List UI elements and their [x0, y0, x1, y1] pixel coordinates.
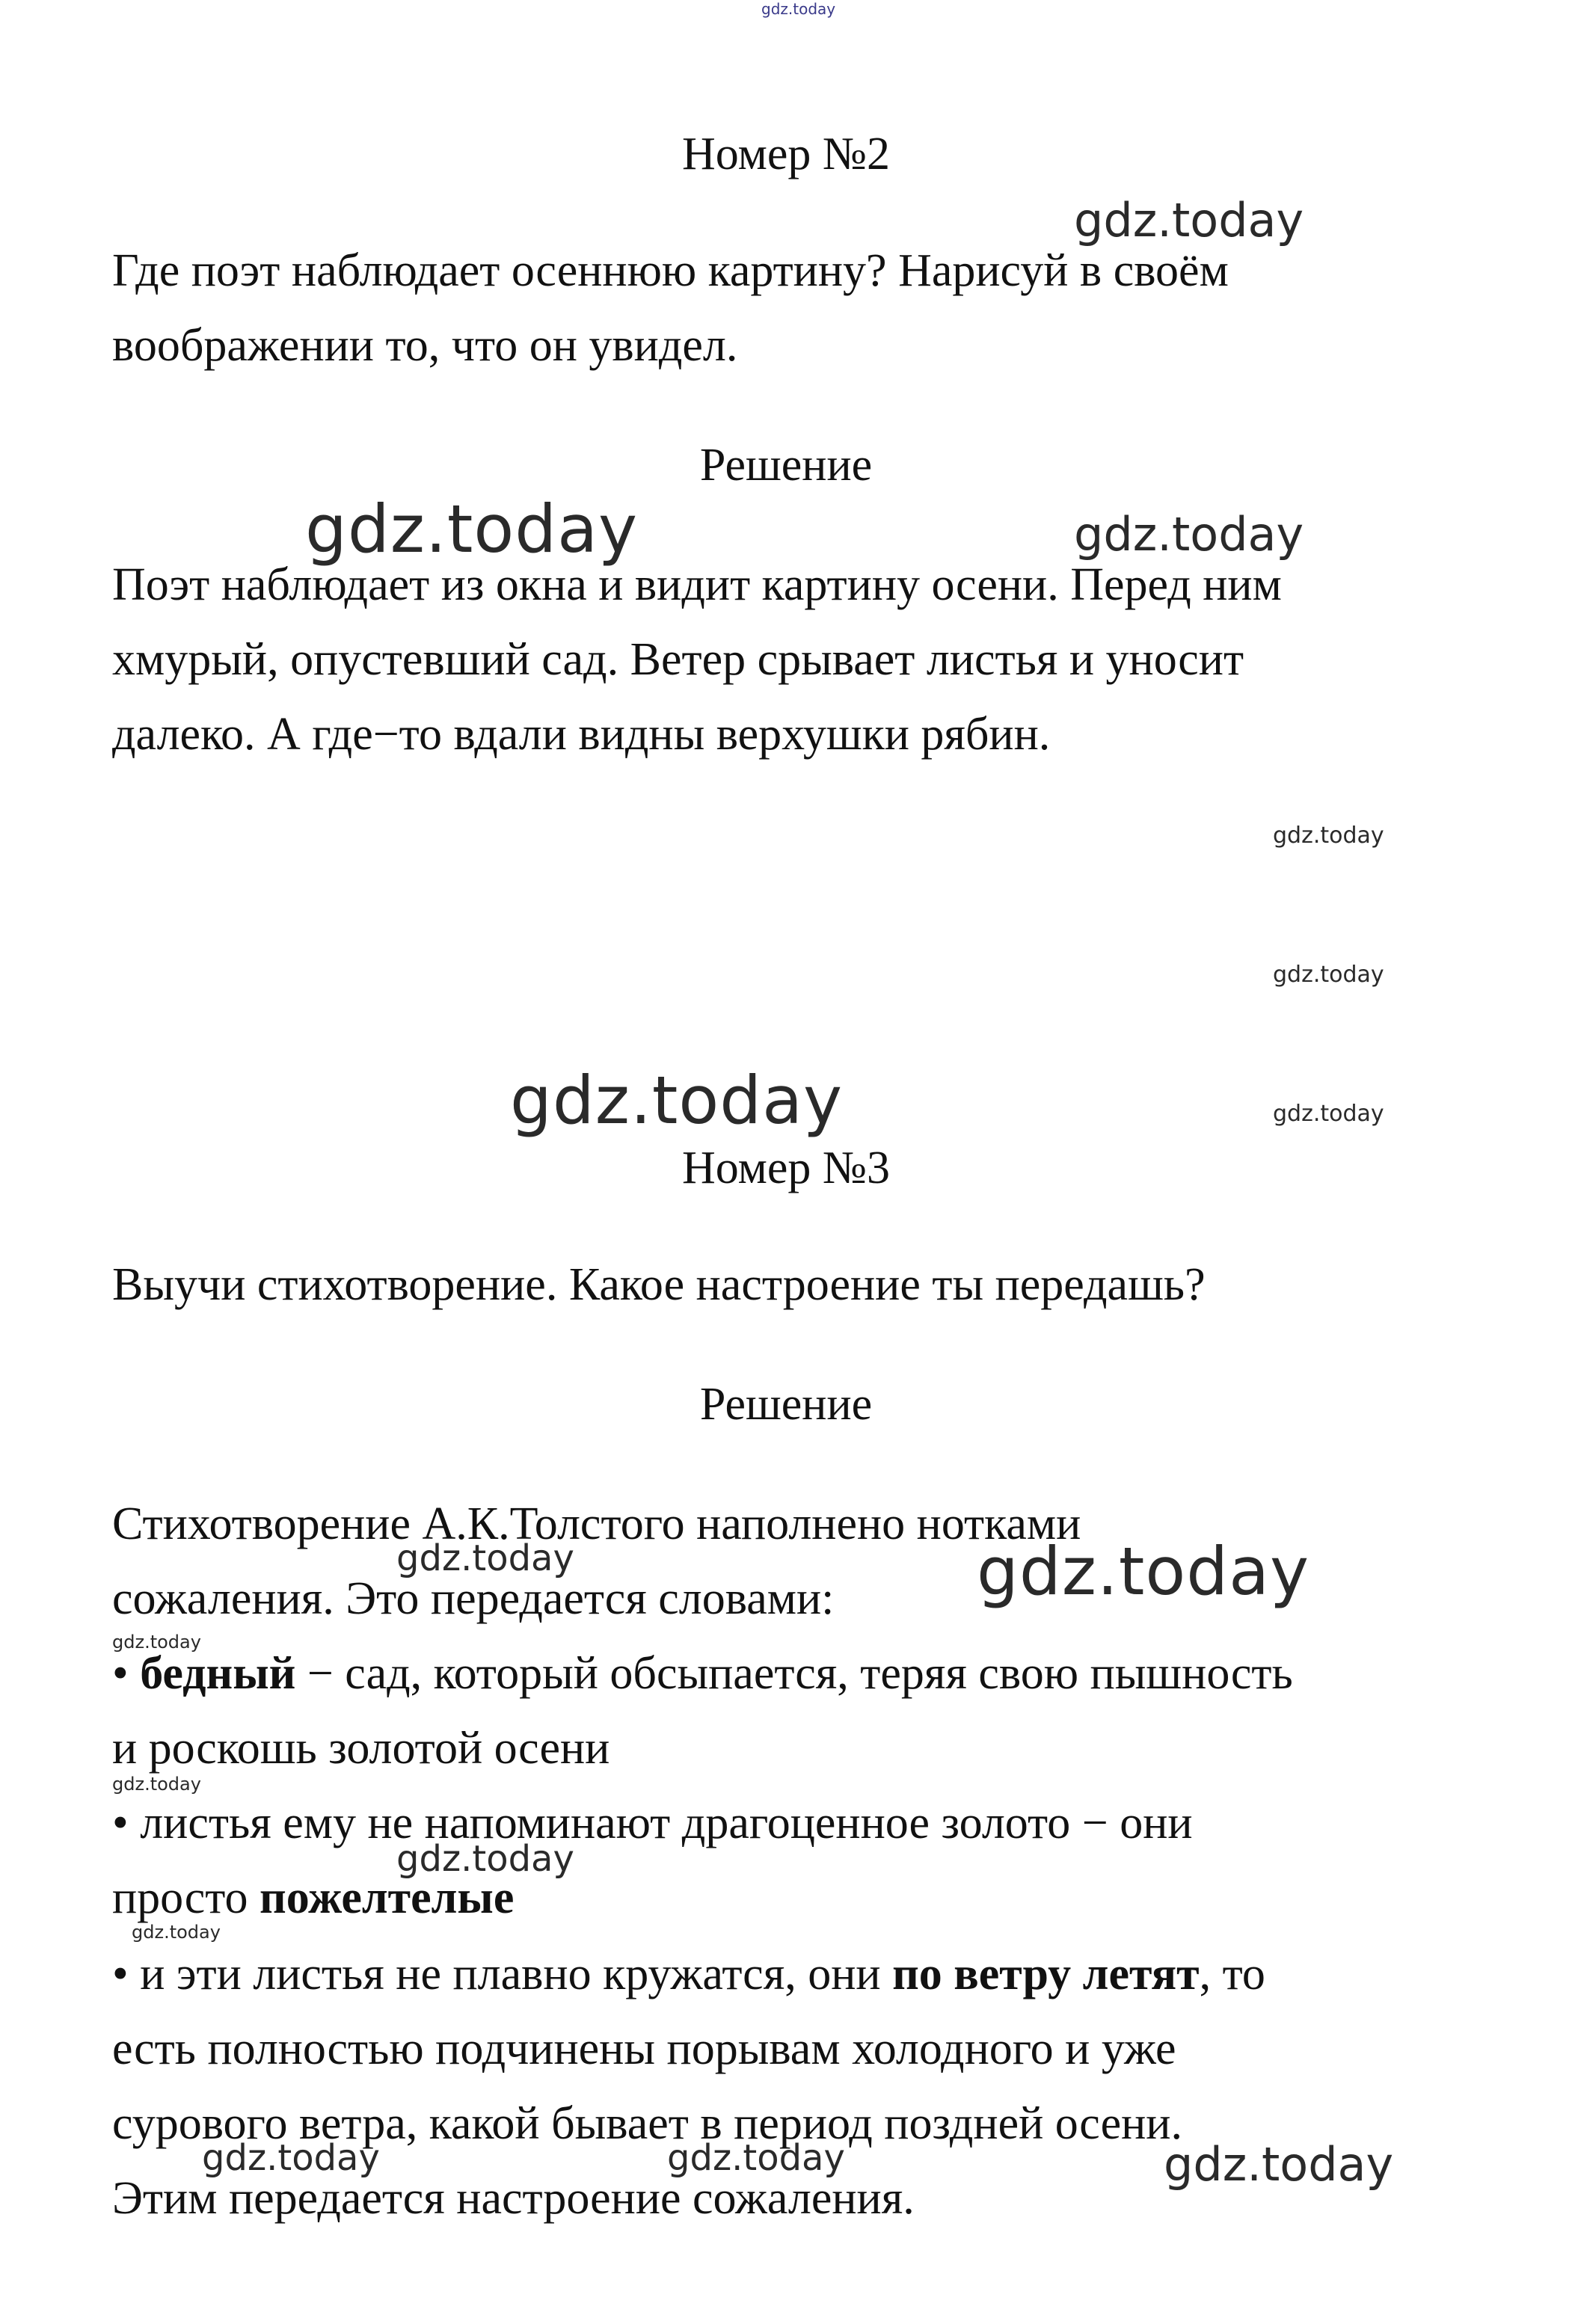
watermark: gdz.today	[1273, 1101, 1384, 1127]
section-3-intro-line-2: сожаления. Это передается словами:	[112, 1573, 835, 1624]
section-2-heading: Номер №2	[681, 129, 890, 179]
section-3-heading: Номер №3	[681, 1143, 890, 1193]
watermark: gdz.today	[977, 1533, 1310, 1610]
watermark: gdz.today	[667, 2137, 845, 2179]
section-3-solution-label: Решение	[699, 1379, 873, 1430]
bullet-1-line-2: и роскошь золотой осени	[112, 1723, 610, 1774]
watermark: gdz.today	[396, 1537, 574, 1579]
bullet-3-line-2: есть полностью подчинены порывам холодного и уже	[112, 2023, 1176, 2074]
section-2-answer-line-3: далеко. А где−то вдали видны верхушки рябин.	[112, 709, 1051, 760]
watermark: gdz.today	[396, 1838, 574, 1880]
watermark: gdz.today	[510, 1062, 844, 1139]
watermark: gdz.today	[305, 491, 639, 568]
bullet-2-bold-word: пожелтелые	[260, 1872, 515, 1923]
watermark: gdz.today	[1273, 823, 1384, 849]
bullet-1-rest: − сад, который обсыпается, теряя свою пышность	[295, 1648, 1293, 1699]
watermark: gdz.today	[132, 1922, 221, 1943]
bullet-1-line-1	[112, 1636, 1293, 1711]
section-2-question-line-1: Где поэт наблюдает осеннюю картину? Нарисуй в своём	[112, 245, 1229, 296]
section-2-solution-label: Решение	[699, 440, 873, 491]
bullet-3-bold-phrase: по ветру летят	[892, 1949, 1200, 1999]
bullet-2-line-1: • листья ему не напоминают драгоценное золото − они	[112, 1798, 1193, 1848]
watermark: gdz.today	[202, 2137, 380, 2179]
section-3-intro-line-1: Стихотворение А.К.Толстого наполнено нотками	[112, 1498, 1081, 1549]
bullet-1-marker: •	[112, 1648, 129, 1699]
bullet-3-line-1	[112, 1937, 1265, 2011]
section-3-question: Выучи стихотворение. Какое настроение ты передашь?	[112, 1259, 1206, 1310]
bullet-3-line-3: сурового ветра, какой бывает в период поздней осени.	[112, 2098, 1182, 2149]
section-3-conclusion: Этим передается настроение сожаления.	[112, 2173, 915, 2224]
section-2-answer-line-1: Поэт наблюдает из окна и видит картину осени. Перед ним	[112, 559, 1282, 610]
bullet-3-prefix: • и эти листья не плавно кружатся, они	[112, 1949, 893, 1999]
watermark-top: gdz.today	[761, 0, 836, 18]
section-2-question-line-2: воображении то, что он увидел.	[112, 320, 738, 371]
watermark: gdz.today	[1074, 507, 1304, 562]
bullet-2-prefix: просто	[112, 1872, 260, 1923]
section-2-answer-line-2: хмурый, опустевший сад. Ветер срывает листья и уносит	[112, 634, 1244, 685]
watermark: gdz.today	[1273, 962, 1384, 988]
watermark: gdz.today	[112, 1632, 201, 1653]
bullet-1-bold-word: бедный	[140, 1648, 296, 1699]
watermark: gdz.today	[1074, 193, 1304, 248]
bullet-3-suffix: , то	[1199, 1949, 1265, 1999]
watermark: gdz.today	[112, 1774, 201, 1795]
watermark: gdz.today	[1164, 2137, 1394, 2192]
